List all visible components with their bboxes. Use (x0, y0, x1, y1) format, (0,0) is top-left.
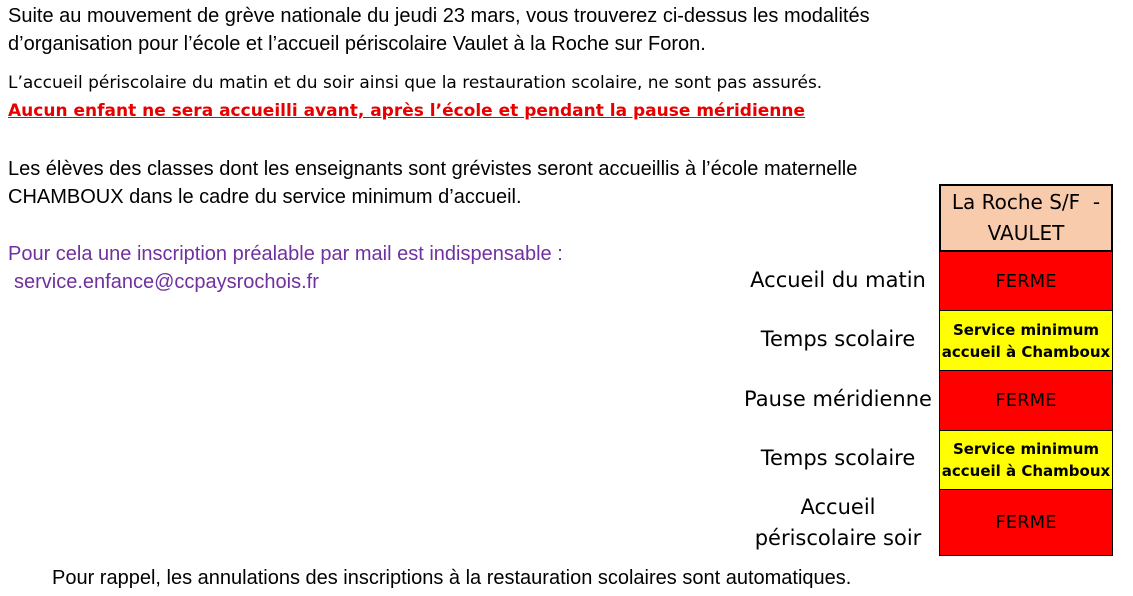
status-lunch-text: FERME (995, 390, 1057, 411)
table-header (939, 184, 1113, 252)
table-header-line-2: VAULET (987, 221, 1065, 245)
notice-warning: Aucun enfant ne sera accueilli avant, après l’école et pendant la pause méridienne (8, 101, 806, 121)
minimum-service-line-1: Les élèves des classes dont les enseignants sont grévistes seront accueillis à l’école maternelle (8, 158, 858, 180)
status-lunch (939, 370, 1113, 431)
status-school-1-line-1: Service minimum (952, 320, 1100, 339)
registration-line: Pour cela une inscription préalable par mail est indispensable : (8, 243, 563, 265)
status-school-2-line-1: Service minimum (952, 440, 1100, 458)
status-morning (939, 251, 1113, 311)
status-school-2 (939, 430, 1113, 490)
status-morning-text: FERME (995, 270, 1057, 292)
status-evening (939, 489, 1113, 556)
row-label-morning: Accueil du matin (750, 268, 926, 292)
footer-note: Pour rappel, les annulations des inscriptions à la restauration scolaires sont automatiques. (52, 567, 852, 589)
notice-line-1: L’accueil périscolaire du matin et du soir ainsi que la restauration scolaire, ne sont pas assurés. (8, 73, 823, 93)
row-label-evening-line-1: Accueil (800, 495, 876, 519)
status-evening-text: FERME (995, 512, 1057, 533)
intro-line-2: d’organisation pour l’école et l’accueil périscolaire Vaulet à la Roche sur Foron. (8, 33, 706, 55)
row-label-evening (738, 492, 938, 554)
minimum-service-line-2: CHAMBOUX dans le cadre du service minimum d’accueil. (8, 186, 522, 208)
row-label-school-2: Temps scolaire (760, 446, 916, 470)
row-label-evening-line-2: périscolaire soir (754, 526, 922, 550)
intro-line-1: Suite au mouvement de grève nationale du jeudi 23 mars, vous trouverez ci-dessus les modalités (8, 5, 870, 27)
registration-email[interactable]: service.enfance@ccpaysrochois.fr (14, 271, 319, 293)
row-label-school-1: Temps scolaire (760, 327, 916, 351)
status-school-1-line-2: accueil à Chamboux (941, 342, 1111, 361)
status-school-2-line-2: accueil à Chamboux (941, 462, 1111, 480)
row-label-lunch: Pause méridienne (744, 387, 932, 411)
status-school-1 (939, 310, 1113, 371)
table-header-line-1: La Roche S/F - (951, 190, 1101, 214)
